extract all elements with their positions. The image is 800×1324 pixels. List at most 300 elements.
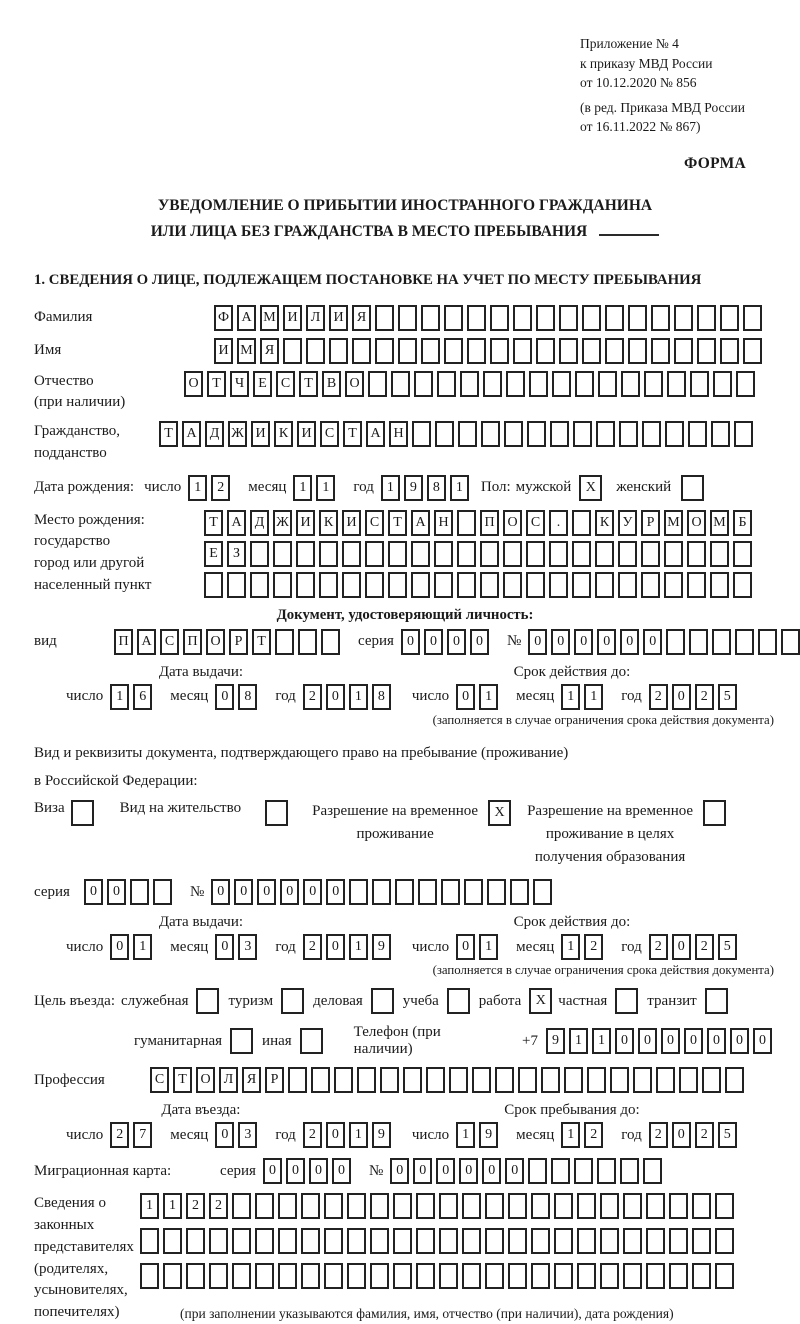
char-cell[interactable]: А xyxy=(137,629,156,655)
char-cell[interactable] xyxy=(255,1193,274,1219)
char-cell[interactable]: Д xyxy=(205,421,224,447)
char-cell[interactable] xyxy=(321,629,340,655)
char-cell[interactable] xyxy=(687,541,706,567)
char-cell[interactable] xyxy=(669,1193,688,1219)
char-cell[interactable] xyxy=(575,371,594,397)
char-cell[interactable]: 0 xyxy=(447,629,466,655)
char-cell[interactable] xyxy=(641,572,660,598)
char-cell[interactable] xyxy=(623,1193,642,1219)
char-cell[interactable]: 0 xyxy=(326,1122,345,1148)
char-cell[interactable] xyxy=(464,879,483,905)
char-cell[interactable]: М xyxy=(710,510,729,536)
char-cell[interactable]: 0 xyxy=(574,629,593,655)
char-cell[interactable] xyxy=(646,1228,665,1254)
char-cell[interactable]: Е xyxy=(253,371,272,397)
char-cell[interactable]: Я xyxy=(260,338,279,364)
char-cell[interactable] xyxy=(618,572,637,598)
char-cell[interactable] xyxy=(735,629,754,655)
char-cell[interactable]: 6 xyxy=(133,684,152,710)
char-cell[interactable] xyxy=(513,338,532,364)
char-cell[interactable] xyxy=(412,421,431,447)
char-cell[interactable] xyxy=(669,1263,688,1289)
char-cell[interactable]: 0 xyxy=(215,1122,234,1148)
char-cell[interactable]: 0 xyxy=(234,879,253,905)
char-cell[interactable]: 0 xyxy=(436,1158,455,1184)
char-cell[interactable] xyxy=(324,1193,343,1219)
char-cell[interactable]: 2 xyxy=(649,934,668,960)
char-cell[interactable] xyxy=(163,1228,182,1254)
char-cell[interactable]: 2 xyxy=(695,1122,714,1148)
char-cell[interactable] xyxy=(572,541,591,567)
char-cell[interactable]: 1 xyxy=(561,1122,580,1148)
char-cell[interactable] xyxy=(298,629,317,655)
char-cell[interactable] xyxy=(365,541,384,567)
purpose-official-checkbox[interactable] xyxy=(196,988,219,1014)
char-cell[interactable] xyxy=(526,572,545,598)
char-cell[interactable]: 1 xyxy=(479,684,498,710)
char-cell[interactable]: Ф xyxy=(214,305,233,331)
char-cell[interactable]: С xyxy=(150,1067,169,1093)
char-cell[interactable] xyxy=(418,879,437,905)
char-cell[interactable]: 1 xyxy=(293,475,312,501)
char-cell[interactable]: Р xyxy=(229,629,248,655)
char-cell[interactable] xyxy=(664,572,683,598)
char-cell[interactable] xyxy=(559,338,578,364)
temp-residence-edu-checkbox[interactable] xyxy=(703,800,726,826)
char-cell[interactable]: И xyxy=(297,421,316,447)
char-cell[interactable] xyxy=(232,1193,251,1219)
char-cell[interactable] xyxy=(628,305,647,331)
char-cell[interactable]: 0 xyxy=(263,1158,282,1184)
char-cell[interactable] xyxy=(536,338,555,364)
char-cell[interactable]: З xyxy=(227,541,246,567)
char-cell[interactable]: 2 xyxy=(303,934,322,960)
char-cell[interactable]: И xyxy=(342,510,361,536)
char-cell[interactable] xyxy=(439,1193,458,1219)
char-cell[interactable] xyxy=(140,1263,159,1289)
char-cell[interactable]: 1 xyxy=(316,475,335,501)
char-cell[interactable]: А xyxy=(411,510,430,536)
char-cell[interactable] xyxy=(697,338,716,364)
char-cell[interactable]: 3 xyxy=(238,934,257,960)
char-cell[interactable]: 1 xyxy=(349,934,368,960)
char-cell[interactable]: Ж xyxy=(273,510,292,536)
char-cell[interactable] xyxy=(278,1228,297,1254)
char-cell[interactable] xyxy=(368,371,387,397)
char-cell[interactable]: О xyxy=(196,1067,215,1093)
char-cell[interactable] xyxy=(573,421,592,447)
char-cell[interactable]: 0 xyxy=(326,879,345,905)
char-cell[interactable] xyxy=(209,1228,228,1254)
char-cell[interactable] xyxy=(347,1263,366,1289)
char-cell[interactable] xyxy=(416,1228,435,1254)
char-cell[interactable] xyxy=(577,1228,596,1254)
char-cell[interactable] xyxy=(508,1228,527,1254)
char-cell[interactable] xyxy=(495,1067,514,1093)
char-cell[interactable] xyxy=(536,305,555,331)
char-cell[interactable]: П xyxy=(114,629,133,655)
char-cell[interactable] xyxy=(370,1263,389,1289)
char-cell[interactable] xyxy=(140,1228,159,1254)
char-cell[interactable]: 1 xyxy=(381,475,400,501)
char-cell[interactable] xyxy=(411,541,430,567)
char-cell[interactable]: 0 xyxy=(482,1158,501,1184)
char-cell[interactable]: 2 xyxy=(110,1122,129,1148)
char-cell[interactable] xyxy=(342,572,361,598)
char-cell[interactable] xyxy=(319,541,338,567)
char-cell[interactable]: 5 xyxy=(718,934,737,960)
char-cell[interactable] xyxy=(393,1193,412,1219)
char-cell[interactable] xyxy=(439,1263,458,1289)
char-cell[interactable] xyxy=(600,1228,619,1254)
char-cell[interactable] xyxy=(577,1193,596,1219)
char-cell[interactable] xyxy=(712,629,731,655)
char-cell[interactable]: О xyxy=(206,629,225,655)
char-cell[interactable]: 1 xyxy=(584,684,603,710)
char-cell[interactable] xyxy=(209,1263,228,1289)
char-cell[interactable] xyxy=(531,1263,550,1289)
char-cell[interactable]: С xyxy=(276,371,295,397)
char-cell[interactable] xyxy=(485,1228,504,1254)
char-cell[interactable]: 0 xyxy=(672,684,691,710)
char-cell[interactable] xyxy=(503,572,522,598)
char-cell[interactable]: К xyxy=(595,510,614,536)
char-cell[interactable] xyxy=(416,1193,435,1219)
char-cell[interactable]: 0 xyxy=(215,684,234,710)
char-cell[interactable] xyxy=(372,879,391,905)
char-cell[interactable] xyxy=(490,305,509,331)
char-cell[interactable] xyxy=(434,541,453,567)
char-cell[interactable] xyxy=(411,572,430,598)
char-cell[interactable] xyxy=(646,1193,665,1219)
char-cell[interactable] xyxy=(577,1263,596,1289)
char-cell[interactable] xyxy=(508,1193,527,1219)
char-cell[interactable]: 0 xyxy=(286,1158,305,1184)
char-cell[interactable]: С xyxy=(526,510,545,536)
char-cell[interactable]: К xyxy=(319,510,338,536)
char-cell[interactable] xyxy=(688,421,707,447)
char-cell[interactable] xyxy=(250,572,269,598)
char-cell[interactable]: 0 xyxy=(215,934,234,960)
char-cell[interactable]: 0 xyxy=(615,1028,634,1054)
char-cell[interactable] xyxy=(531,1228,550,1254)
char-cell[interactable] xyxy=(288,1067,307,1093)
char-cell[interactable] xyxy=(370,1193,389,1219)
char-cell[interactable]: 0 xyxy=(643,629,662,655)
char-cell[interactable] xyxy=(715,1228,734,1254)
char-cell[interactable] xyxy=(597,1158,616,1184)
char-cell[interactable]: 1 xyxy=(133,934,152,960)
char-cell[interactable]: М xyxy=(664,510,683,536)
char-cell[interactable] xyxy=(736,371,755,397)
char-cell[interactable] xyxy=(296,541,315,567)
char-cell[interactable] xyxy=(715,1263,734,1289)
char-cell[interactable] xyxy=(623,1263,642,1289)
char-cell[interactable] xyxy=(283,338,302,364)
char-cell[interactable] xyxy=(587,1067,606,1093)
char-cell[interactable] xyxy=(674,305,693,331)
char-cell[interactable]: О xyxy=(503,510,522,536)
char-cell[interactable]: 8 xyxy=(238,684,257,710)
char-cell[interactable] xyxy=(549,572,568,598)
char-cell[interactable]: 2 xyxy=(584,1122,603,1148)
char-cell[interactable] xyxy=(549,541,568,567)
char-cell[interactable] xyxy=(582,305,601,331)
char-cell[interactable] xyxy=(554,1228,573,1254)
char-cell[interactable] xyxy=(375,305,394,331)
char-cell[interactable] xyxy=(370,1228,389,1254)
char-cell[interactable] xyxy=(552,371,571,397)
char-cell[interactable]: 0 xyxy=(280,879,299,905)
char-cell[interactable]: 0 xyxy=(753,1028,772,1054)
char-cell[interactable]: Л xyxy=(219,1067,238,1093)
char-cell[interactable] xyxy=(687,572,706,598)
char-cell[interactable]: 0 xyxy=(597,629,616,655)
char-cell[interactable] xyxy=(480,572,499,598)
char-cell[interactable] xyxy=(582,338,601,364)
char-cell[interactable] xyxy=(506,371,525,397)
char-cell[interactable] xyxy=(713,371,732,397)
char-cell[interactable] xyxy=(435,421,454,447)
char-cell[interactable]: 1 xyxy=(349,1122,368,1148)
visa-checkbox[interactable] xyxy=(71,800,94,826)
char-cell[interactable] xyxy=(642,421,661,447)
char-cell[interactable]: Т xyxy=(252,629,271,655)
char-cell[interactable] xyxy=(467,338,486,364)
char-cell[interactable] xyxy=(398,305,417,331)
char-cell[interactable]: Е xyxy=(204,541,223,567)
char-cell[interactable]: 2 xyxy=(186,1193,205,1219)
char-cell[interactable]: А xyxy=(366,421,385,447)
char-cell[interactable] xyxy=(324,1263,343,1289)
char-cell[interactable] xyxy=(255,1263,274,1289)
char-cell[interactable]: Т xyxy=(204,510,223,536)
purpose-humanitarian-checkbox[interactable] xyxy=(230,1028,253,1054)
char-cell[interactable] xyxy=(667,371,686,397)
char-cell[interactable] xyxy=(414,371,433,397)
char-cell[interactable]: 2 xyxy=(211,475,230,501)
char-cell[interactable] xyxy=(458,421,477,447)
char-cell[interactable] xyxy=(232,1228,251,1254)
char-cell[interactable] xyxy=(462,1193,481,1219)
char-cell[interactable] xyxy=(510,879,529,905)
char-cell[interactable] xyxy=(508,1263,527,1289)
char-cell[interactable]: 1 xyxy=(569,1028,588,1054)
char-cell[interactable]: 2 xyxy=(303,1122,322,1148)
char-cell[interactable] xyxy=(255,1228,274,1254)
char-cell[interactable]: Д xyxy=(250,510,269,536)
char-cell[interactable] xyxy=(334,1067,353,1093)
char-cell[interactable]: Я xyxy=(242,1067,261,1093)
char-cell[interactable] xyxy=(781,629,800,655)
char-cell[interactable] xyxy=(462,1228,481,1254)
char-cell[interactable] xyxy=(690,371,709,397)
char-cell[interactable] xyxy=(513,305,532,331)
char-cell[interactable]: 1 xyxy=(349,684,368,710)
char-cell[interactable]: 2 xyxy=(695,684,714,710)
char-cell[interactable] xyxy=(605,338,624,364)
char-cell[interactable] xyxy=(574,1158,593,1184)
char-cell[interactable] xyxy=(273,572,292,598)
char-cell[interactable]: А xyxy=(237,305,256,331)
char-cell[interactable]: 0 xyxy=(730,1028,749,1054)
char-cell[interactable]: П xyxy=(183,629,202,655)
char-cell[interactable] xyxy=(204,572,223,598)
char-cell[interactable] xyxy=(457,541,476,567)
char-cell[interactable]: 0 xyxy=(332,1158,351,1184)
char-cell[interactable]: И xyxy=(251,421,270,447)
char-cell[interactable] xyxy=(518,1067,537,1093)
char-cell[interactable] xyxy=(711,421,730,447)
char-cell[interactable] xyxy=(393,1228,412,1254)
char-cell[interactable] xyxy=(352,338,371,364)
char-cell[interactable]: 1 xyxy=(163,1193,182,1219)
purpose-private-checkbox[interactable] xyxy=(615,988,638,1014)
char-cell[interactable] xyxy=(439,1228,458,1254)
char-cell[interactable] xyxy=(462,1263,481,1289)
char-cell[interactable] xyxy=(391,371,410,397)
char-cell[interactable] xyxy=(480,541,499,567)
char-cell[interactable]: 0 xyxy=(459,1158,478,1184)
char-cell[interactable] xyxy=(444,305,463,331)
char-cell[interactable]: 1 xyxy=(110,684,129,710)
char-cell[interactable] xyxy=(434,572,453,598)
char-cell[interactable] xyxy=(526,541,545,567)
char-cell[interactable]: О xyxy=(345,371,364,397)
char-cell[interactable] xyxy=(375,338,394,364)
char-cell[interactable]: И xyxy=(214,338,233,364)
char-cell[interactable]: Т xyxy=(207,371,226,397)
char-cell[interactable] xyxy=(734,421,753,447)
char-cell[interactable]: 0 xyxy=(401,629,420,655)
char-cell[interactable]: 0 xyxy=(326,934,345,960)
char-cell[interactable] xyxy=(487,879,506,905)
char-cell[interactable] xyxy=(250,541,269,567)
char-cell[interactable]: 1 xyxy=(592,1028,611,1054)
purpose-tourism-checkbox[interactable] xyxy=(281,988,304,1014)
char-cell[interactable] xyxy=(710,541,729,567)
char-cell[interactable] xyxy=(551,1158,570,1184)
char-cell[interactable] xyxy=(347,1228,366,1254)
char-cell[interactable]: 9 xyxy=(404,475,423,501)
char-cell[interactable] xyxy=(504,421,523,447)
char-cell[interactable]: 1 xyxy=(561,684,580,710)
char-cell[interactable] xyxy=(342,541,361,567)
char-cell[interactable] xyxy=(444,338,463,364)
char-cell[interactable] xyxy=(380,1067,399,1093)
char-cell[interactable] xyxy=(421,305,440,331)
char-cell[interactable] xyxy=(733,541,752,567)
char-cell[interactable]: Н xyxy=(389,421,408,447)
char-cell[interactable]: Т xyxy=(343,421,362,447)
char-cell[interactable] xyxy=(679,1067,698,1093)
char-cell[interactable] xyxy=(301,1263,320,1289)
char-cell[interactable]: 0 xyxy=(84,879,103,905)
char-cell[interactable] xyxy=(278,1193,297,1219)
char-cell[interactable] xyxy=(559,305,578,331)
char-cell[interactable] xyxy=(301,1193,320,1219)
char-cell[interactable] xyxy=(666,629,685,655)
char-cell[interactable]: 1 xyxy=(479,934,498,960)
char-cell[interactable]: 0 xyxy=(620,629,639,655)
char-cell[interactable] xyxy=(306,338,325,364)
char-cell[interactable] xyxy=(186,1228,205,1254)
char-cell[interactable] xyxy=(324,1228,343,1254)
char-cell[interactable] xyxy=(329,338,348,364)
char-cell[interactable]: 0 xyxy=(390,1158,409,1184)
char-cell[interactable]: 8 xyxy=(427,475,446,501)
char-cell[interactable]: Р xyxy=(265,1067,284,1093)
char-cell[interactable] xyxy=(437,371,456,397)
char-cell[interactable] xyxy=(301,1228,320,1254)
char-cell[interactable] xyxy=(710,572,729,598)
char-cell[interactable] xyxy=(393,1263,412,1289)
char-cell[interactable] xyxy=(733,572,752,598)
char-cell[interactable] xyxy=(595,541,614,567)
char-cell[interactable] xyxy=(388,541,407,567)
char-cell[interactable] xyxy=(564,1067,583,1093)
char-cell[interactable] xyxy=(503,541,522,567)
char-cell[interactable]: И xyxy=(283,305,302,331)
char-cell[interactable] xyxy=(153,879,172,905)
char-cell[interactable]: 2 xyxy=(649,684,668,710)
char-cell[interactable]: 0 xyxy=(326,684,345,710)
char-cell[interactable] xyxy=(319,572,338,598)
purpose-other-checkbox[interactable] xyxy=(300,1028,323,1054)
char-cell[interactable]: М xyxy=(237,338,256,364)
char-cell[interactable] xyxy=(449,1067,468,1093)
char-cell[interactable] xyxy=(186,1263,205,1289)
char-cell[interactable] xyxy=(697,305,716,331)
char-cell[interactable] xyxy=(365,572,384,598)
char-cell[interactable]: П xyxy=(480,510,499,536)
char-cell[interactable]: 0 xyxy=(551,629,570,655)
char-cell[interactable] xyxy=(529,371,548,397)
char-cell[interactable] xyxy=(646,1263,665,1289)
char-cell[interactable]: 2 xyxy=(649,1122,668,1148)
char-cell[interactable]: О xyxy=(184,371,203,397)
char-cell[interactable] xyxy=(426,1067,445,1093)
char-cell[interactable] xyxy=(628,338,647,364)
char-cell[interactable] xyxy=(273,541,292,567)
char-cell[interactable]: 0 xyxy=(257,879,276,905)
char-cell[interactable] xyxy=(665,421,684,447)
char-cell[interactable] xyxy=(457,572,476,598)
char-cell[interactable]: У xyxy=(618,510,637,536)
char-cell[interactable] xyxy=(481,421,500,447)
char-cell[interactable] xyxy=(621,371,640,397)
char-cell[interactable] xyxy=(743,338,762,364)
char-cell[interactable] xyxy=(485,1263,504,1289)
char-cell[interactable] xyxy=(692,1228,711,1254)
char-cell[interactable]: Т xyxy=(159,421,178,447)
char-cell[interactable] xyxy=(550,421,569,447)
char-cell[interactable]: 0 xyxy=(528,629,547,655)
char-cell[interactable] xyxy=(720,338,739,364)
char-cell[interactable]: 0 xyxy=(672,1122,691,1148)
char-cell[interactable]: О xyxy=(687,510,706,536)
char-cell[interactable]: 2 xyxy=(695,934,714,960)
char-cell[interactable] xyxy=(311,1067,330,1093)
char-cell[interactable]: 0 xyxy=(661,1028,680,1054)
char-cell[interactable] xyxy=(460,371,479,397)
char-cell[interactable]: 9 xyxy=(546,1028,565,1054)
char-cell[interactable]: Р xyxy=(641,510,660,536)
char-cell[interactable] xyxy=(232,1263,251,1289)
char-cell[interactable] xyxy=(620,1158,639,1184)
char-cell[interactable] xyxy=(527,421,546,447)
char-cell[interactable] xyxy=(689,629,708,655)
